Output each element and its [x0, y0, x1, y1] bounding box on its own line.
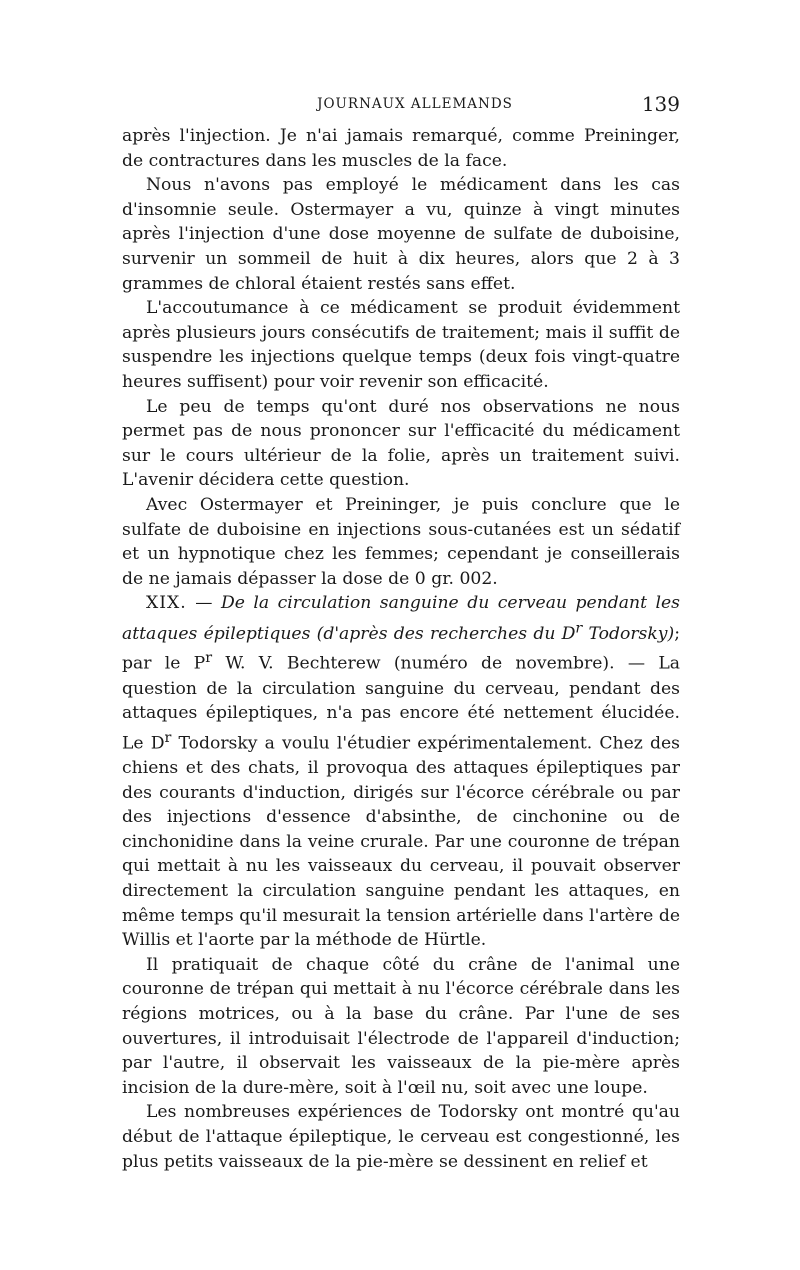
- superscript: r: [164, 729, 172, 746]
- page-number: 139: [641, 92, 680, 116]
- running-title: JOURNAUX ALLEMANDS: [317, 96, 513, 112]
- paragraph: L'accoutumance à ce médicament se produit évidemment après plusieurs jours consécutifs de traitement; mais il suffit de suspendre les injections quelque temps (deux fois vingt-quatre heures suffisent) pour voir revenir son efficacité.: [122, 298, 680, 392]
- section-attribution: ; par le P: [122, 623, 680, 674]
- section-body: La question de la circulation sanguine du cerveau, pendant des attaques épileptiques, n'a pas encore été nettement élucidée. Le D: [122, 653, 680, 754]
- superscript: r: [205, 650, 213, 667]
- section-body-continued: Todorsky a voulu l'étudier expérimentalement. Chez des chiens et des chats, il provoqua des attaques épileptiques par des courants d'induction, dirigés sur l'écorce cérébrale ou par des injections d'essence d'absinthe, de cinchonine ou de cinchonidine dans la veine crurale. Par une couronne de trépan qui mettait à nu les vaisseaux du cerveau, il pouvait observer directement la circulation sanguine pendant les attaques, en même temps qu'il mesurait la tension artérielle dans l'artère de Willis et l'aorte par la méthode de Hürtle.: [122, 733, 680, 951]
- section-number: XIX.: [146, 593, 187, 614]
- body-text: [122, 124, 680, 1174]
- paragraph: Les nombreuses expériences de Todorsky ont montré qu'au début de l'attaque épileptique, le cerveau est congestionné, les plus petits vaisseaux de la pie-mère se dessinent en relief et: [122, 1102, 680, 1172]
- paragraph: Le peu de temps qu'ont duré nos observations ne nous permet pas de nous prononcer sur l'efficacité du médicament sur le cours ultérieur de la folie, après un traitement suivi. L'avenir décidera cette question.: [122, 396, 680, 491]
- paragraph: Avec Ostermayer et Preininger, je puis conclure que le sulfate de duboisine en injections sous-cutanées est un sédatif et un hypnotique chez les femmes; cependant je conseillerais de ne jamais dépasser la dose de 0 gr. 002.: [122, 494, 680, 589]
- paragraph: après l'injection. Je n'ai jamais remarqué, comme Preininger, de contractures dans les muscles de la face.: [122, 126, 680, 171]
- book-page: [122, 92, 680, 1174]
- section-dash: —: [186, 593, 221, 614]
- paragraph: Il pratiquait de chaque côté du crâne de l'animal une couronne de trépan qui mettait à nu l'écorce cérébrale dans les régions motrices, ou à la base du crâne. Par l'une de ses ouvertures, il introduisait l'électrode de l'appareil d'induction; par l'autre, il observait les vaisseaux de la pie-mère après incision de la dure-mère, soit à l'œil nu, soit avec une loupe.: [122, 954, 680, 1098]
- section-title: De la circulation sanguine du cerveau pendant les attaques épileptiques (d'après des recherches du $D^r$ Todorsky): [122, 593, 680, 644]
- section-paragraph: [122, 591, 680, 953]
- running-header: [122, 92, 680, 118]
- section-author: W. V. Bechterew (numéro de novembre). —: [212, 653, 659, 674]
- paragraph: Nous n'avons pas employé le médicament dans les cas d'insomnie seule. Ostermayer a vu, quinze à vingt minutes après l'injection d'une dose moyenne de sulfate de duboisine, survenir un sommeil de huit à dix heures, alors que 2 à 3 grammes de chloral étaient restés sans effet.: [122, 175, 680, 294]
- superscript: r: [575, 619, 583, 636]
